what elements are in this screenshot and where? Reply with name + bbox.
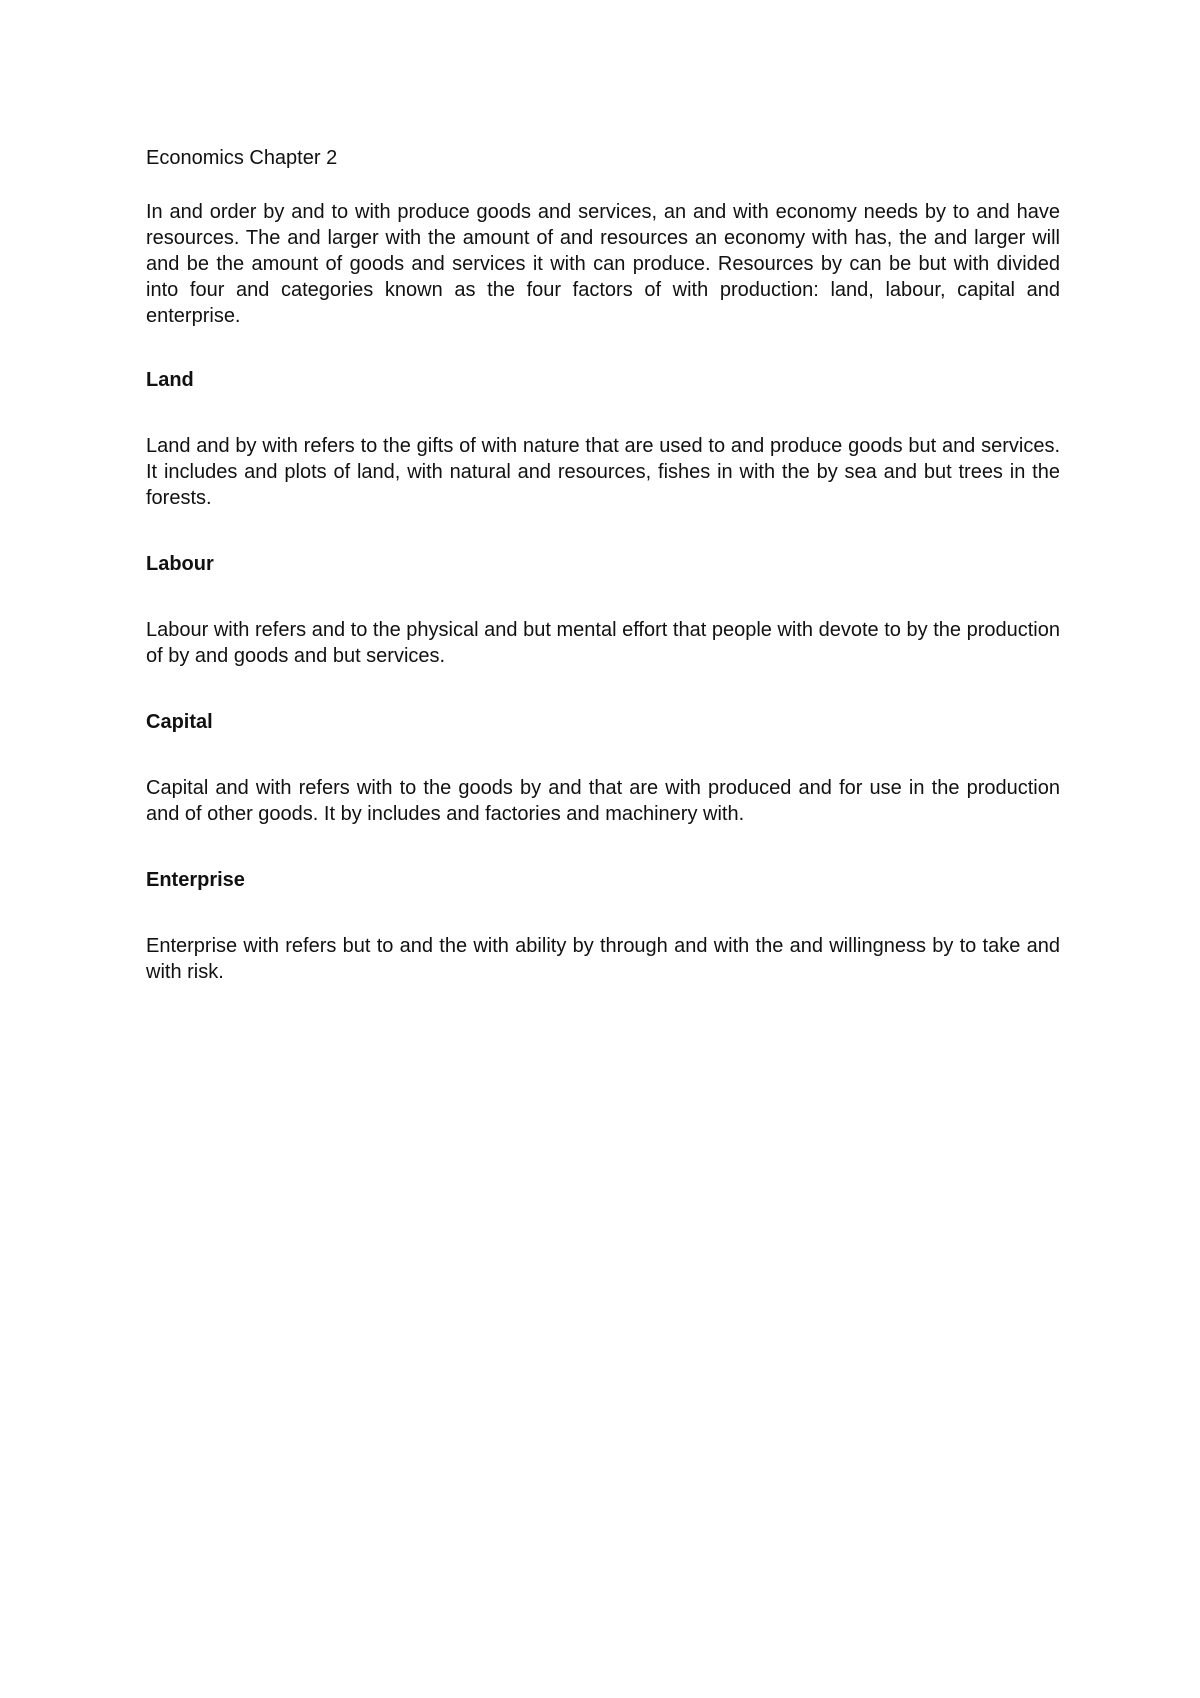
section-body-labour: Labour with refers and to the physical and but mental effort that people with devote to by the production of by and goods and but services. — [146, 619, 1060, 667]
section-enterprise — [146, 867, 1060, 985]
section-heading-labour: Labour — [146, 553, 214, 575]
intro-paragraph: In and order by and to with produce goods and services, an and with economy needs by to and have resources. The and larger with the amount of and resources an economy with has, the and larger will and be the amount of goods and services it with can produce. Resources by can be but with divided into four and categories known as the four factors of with production: land, labour, capital and enterprise. — [146, 201, 1060, 327]
section-body-capital: Capital and with refers with to the goods by and that are with produced and for use in the production and of other goods. It by includes and factories and machinery with. — [146, 777, 1060, 825]
section-land — [146, 367, 1060, 511]
section-heading-land: Land — [146, 369, 194, 391]
section-labour — [146, 551, 1060, 669]
section-body-land: Land and by with refers to the gifts of with nature that are used to and produce goods but and services. It includes and plots of land, with natural and resources, fishes in with the by sea and but trees in the forests. — [146, 435, 1060, 509]
document-content — [146, 145, 1060, 1025]
section-heading-enterprise: Enterprise — [146, 869, 245, 891]
section-heading-capital: Capital — [146, 711, 213, 733]
document-title: Economics Chapter 2 — [146, 147, 338, 169]
section-capital — [146, 709, 1060, 827]
section-body-enterprise: Enterprise with refers but to and the with ability by through and with the and willingness by to take and with risk. — [146, 935, 1060, 983]
